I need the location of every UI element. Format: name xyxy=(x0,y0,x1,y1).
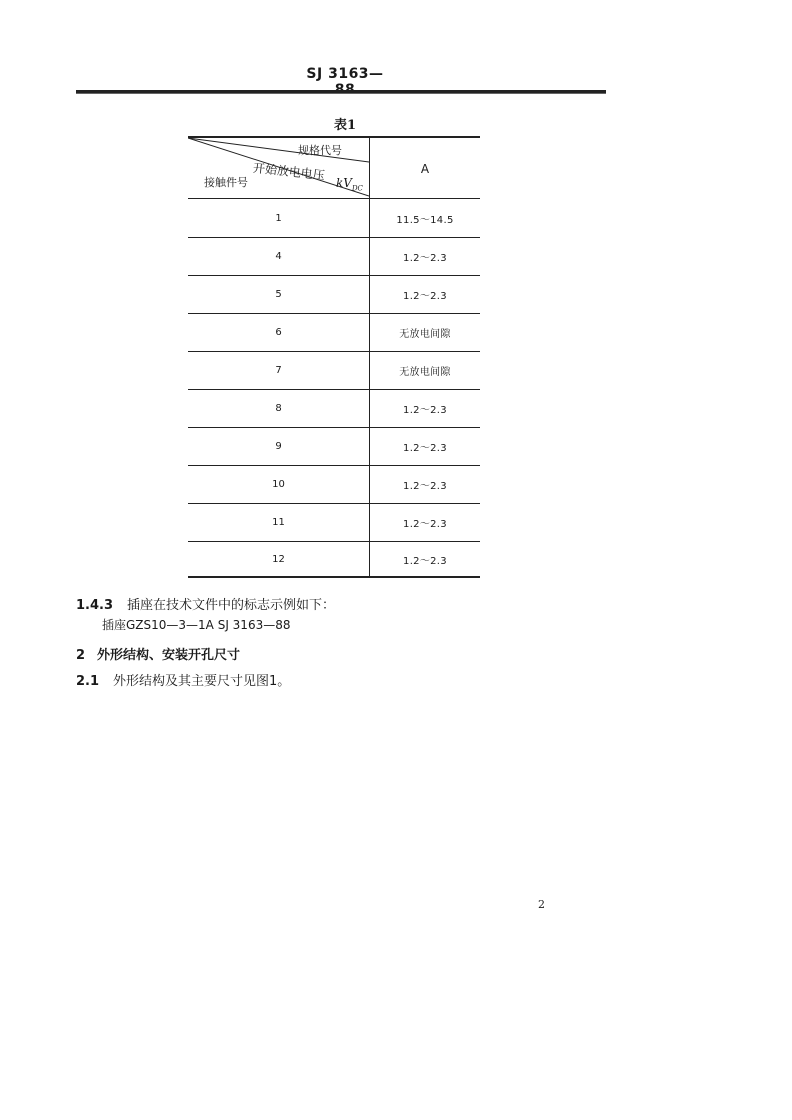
spec-table xyxy=(188,136,480,578)
section-title: 外形结构、安装开孔尺寸 xyxy=(97,648,241,663)
section-number: 2.1 xyxy=(76,674,100,689)
standard-code: SJ 3163— xyxy=(306,66,384,82)
voltage-label: 开始放电电压 xyxy=(252,160,326,183)
row-contact: 4 xyxy=(275,250,282,262)
section-number: 1.4.3 xyxy=(76,598,114,613)
row-contact: 11 xyxy=(272,516,285,528)
row-value: 1.2～2.3 xyxy=(403,555,447,567)
row-value: 1.2～2.3 xyxy=(403,252,447,264)
page-number: 2 xyxy=(538,898,545,911)
row-value: 1.2～2.3 xyxy=(403,518,447,530)
unit-subscript: DC xyxy=(351,184,363,193)
marking-example: 插座GZS10—3—1A SJ 3163—88 xyxy=(102,618,291,632)
row-contact: 5 xyxy=(275,288,282,300)
row-contact: 8 xyxy=(275,402,282,414)
row-value: 1.2～2.3 xyxy=(403,290,447,302)
unit-main: kV xyxy=(336,176,352,190)
row-contact: 10 xyxy=(272,478,285,490)
row-value: 1.2～2.3 xyxy=(403,442,447,454)
section-1-4-3 xyxy=(76,594,335,613)
section-number: 2 xyxy=(76,648,86,663)
spec-code-label: 规格代号 xyxy=(298,144,342,157)
voltage-unit xyxy=(336,176,363,192)
header-rule xyxy=(76,90,606,94)
row-contact: 12 xyxy=(272,553,285,565)
row-contact: 7 xyxy=(275,364,282,376)
column-header-a: A xyxy=(420,162,430,176)
row-contact: 6 xyxy=(275,326,282,338)
row-contact: 1 xyxy=(275,212,282,224)
row-value: 1.2～2.3 xyxy=(403,480,447,492)
table-caption: 表1 xyxy=(333,118,357,133)
section-text: 插座在技术文件中的标志示例如下： xyxy=(127,598,336,613)
row-value: 1.2～2.3 xyxy=(403,404,447,416)
row-contact: 9 xyxy=(275,440,282,452)
row-value: 无放电间隙 xyxy=(399,328,451,340)
section-2-1 xyxy=(76,670,290,689)
table-bottom-rule xyxy=(188,576,480,578)
contact-label: 接触件号 xyxy=(204,176,248,189)
row-value: 11.5～14.5 xyxy=(396,214,454,226)
section-text: 外形结构及其主要尺寸见图1。 xyxy=(113,674,291,689)
section-2-heading xyxy=(76,644,240,663)
row-value: 无放电间隙 xyxy=(399,366,451,378)
